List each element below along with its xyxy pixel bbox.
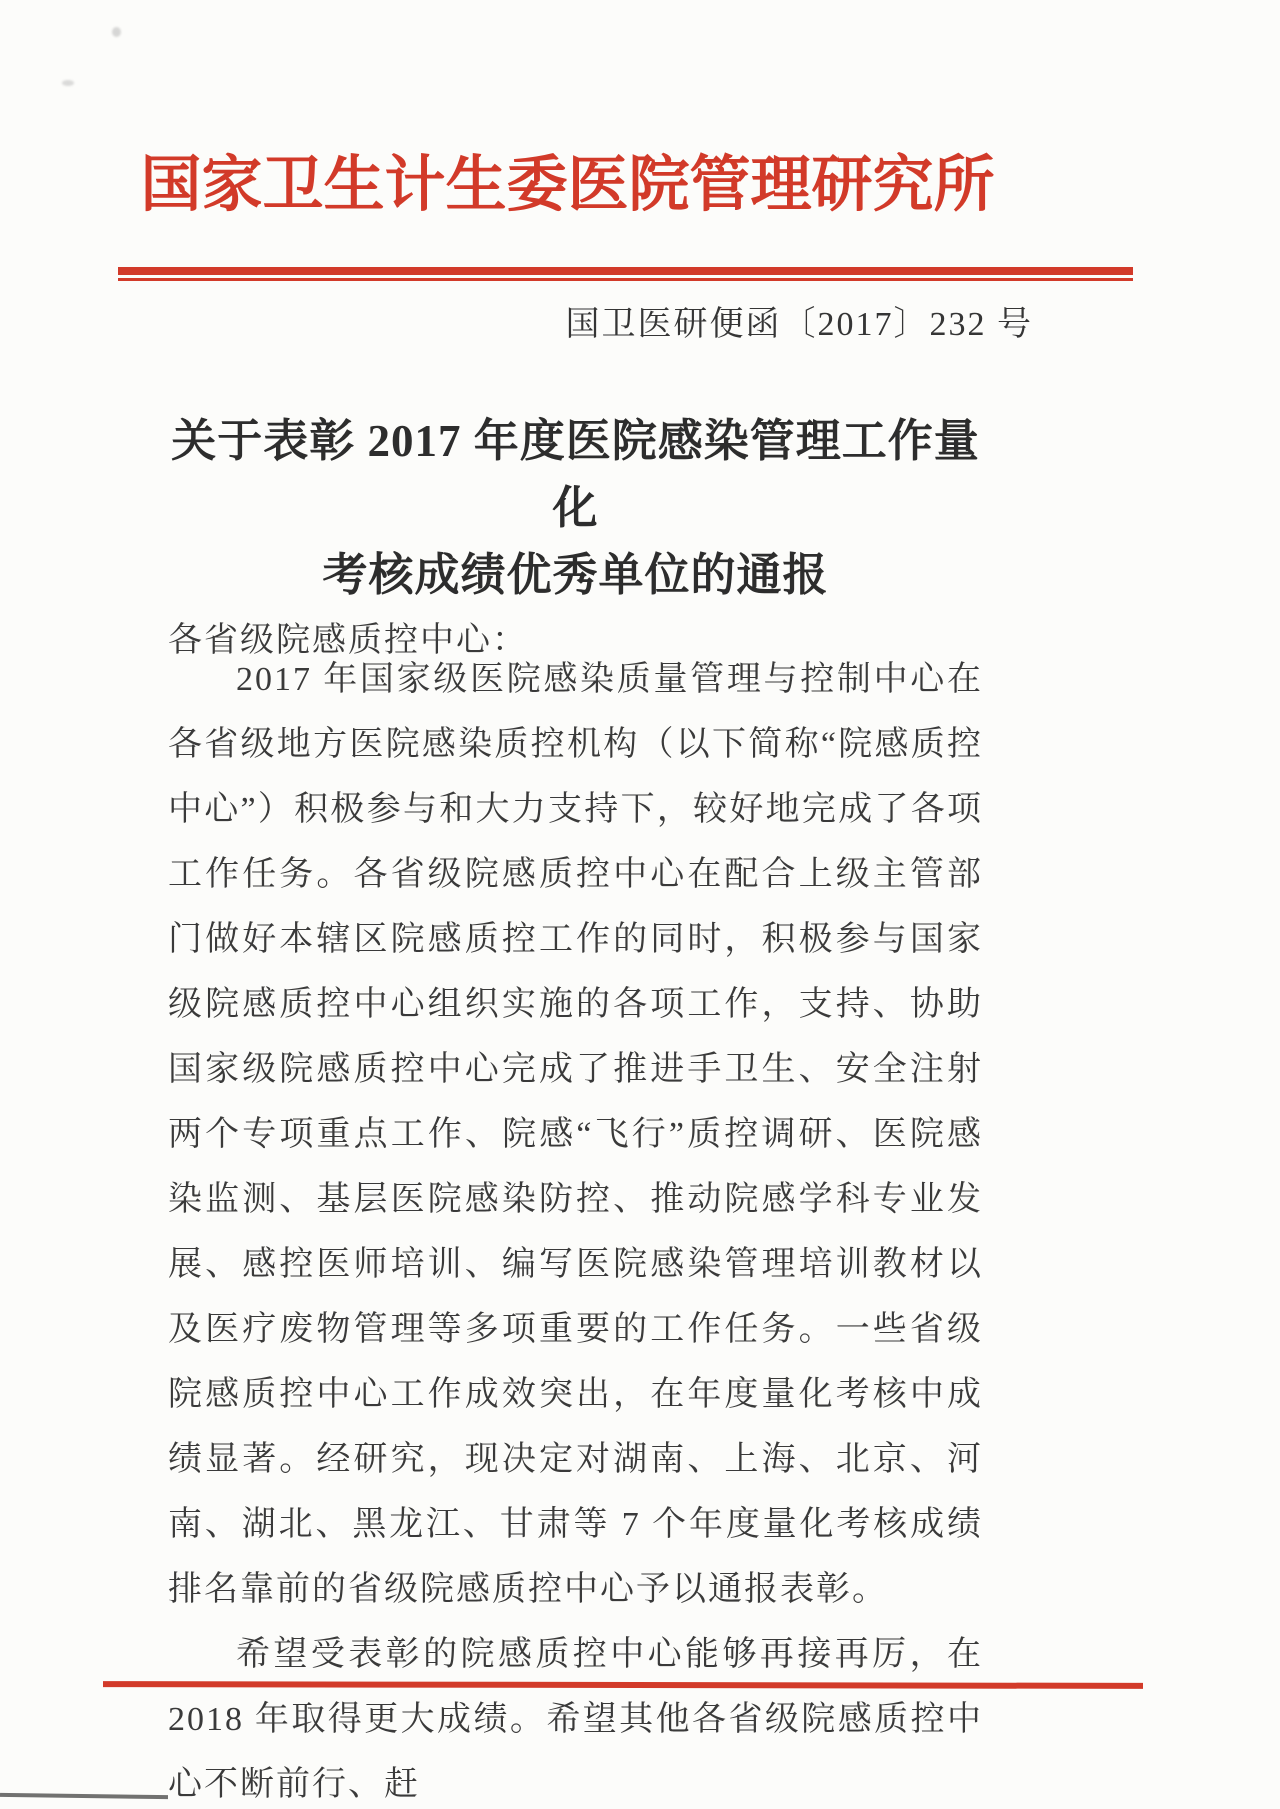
body-paragraph-2: 希望受表彰的院感质控中心能够再接再厉，在 2018 年取得更大成绩。希望其他各省级院感质控中心不断前行、赶	[168, 1636, 983, 1803]
document-title	[168, 408, 983, 609]
letterhead-title: 国家卫生计生委医院管理研究所	[140, 152, 995, 219]
divider-thick-line	[118, 267, 1133, 275]
document-body	[168, 647, 983, 1809]
divider-thin-line	[118, 278, 1133, 281]
scan-speck	[62, 80, 74, 86]
document-content	[118, 0, 1133, 1809]
document-title-line2: 考核成绩优秀单位的通报	[322, 550, 829, 600]
document-number: 国卫医研便函〔2017〕232 号	[565, 306, 1033, 343]
document-title-line1: 关于表彰 2017 年度医院感染管理工作量化	[171, 416, 980, 533]
letterhead-divider-rule	[118, 267, 1133, 283]
body-paragraph-1: 2017 年国家级医院感染质量管理与控制中心在各省级地方医院感染质控机构（以下简称“院感质控中心”）积极参与和大力支持下，较好地完成了各项工作任务。各省级院感质控中心在配合上级主管部门做好本辖区院感质控工作的同时，积极参与国家级院感质控中心组织实施的各项工作，支持、协助国家级院感质控中心完成了推进手卫生、安全注射两个专项重点工作、院感“飞行”质控调研、医院感染监测、基层医院感染防控、推动院感学科专业发展、感控医师培训、编写医院感染管理培训教材以及医疗废物管理等多项重要的工作任务。一些省级院感质控中心工作成效突出，在年度量化考核中成绩显著。经研究，现决定对湖南、上海、北京、河南、湖北、黑龙江、甘肃等 7 个年度量化考核成绩排名靠前的省级院感质控中心予以通报表彰。	[168, 661, 983, 1608]
salutation: 各省级院感质控中心：	[168, 622, 528, 659]
